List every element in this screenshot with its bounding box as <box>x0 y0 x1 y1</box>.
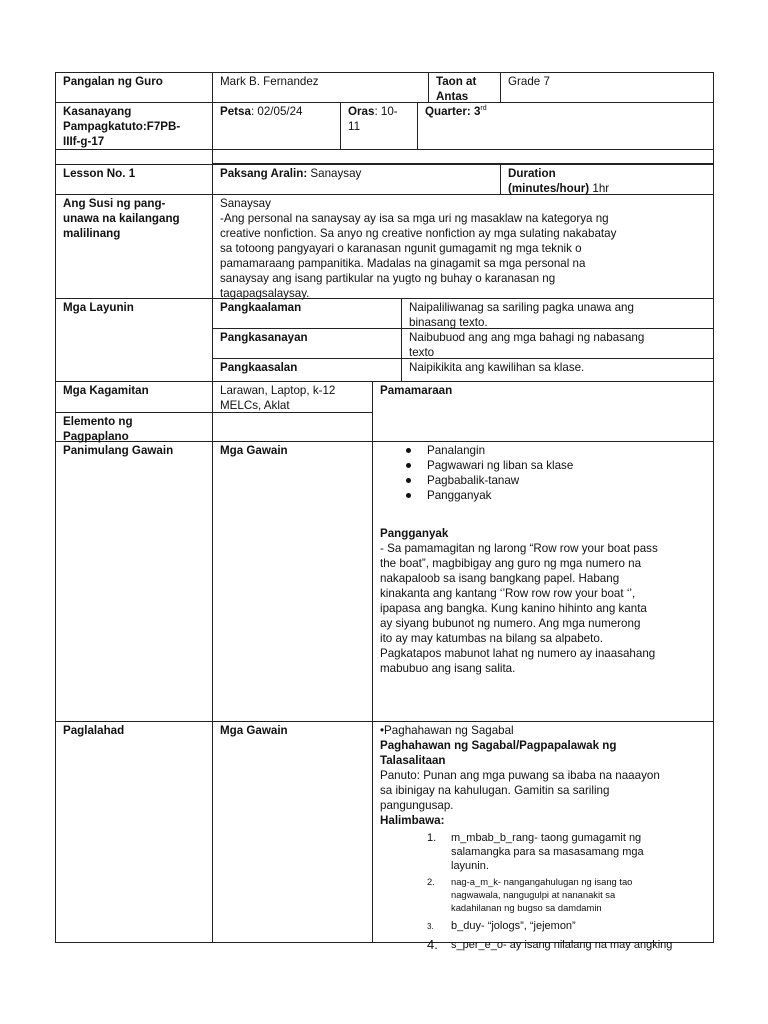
presentation-activities-header <box>213 722 372 942</box>
item-line: s_per_e_o- ay isang nilalang na may angking <box>451 939 673 951</box>
grade-level-text: Grade 7 <box>508 75 550 88</box>
instruction-line: pangungusap. <box>380 799 454 812</box>
paragraph-line: kinakanta ang kantang ‘’Row row row your boat ‘’, <box>380 587 636 600</box>
values-value <box>402 359 713 381</box>
knowledge-line: Naipaliliwanag sa sariling pagka unawa ang <box>409 301 634 314</box>
key-understanding-label <box>56 195 212 298</box>
procedure-header-text: Pamamaraan <box>380 384 453 397</box>
unlocking-heading: Paghahawan ng Sagabal/Pagpapalawak ng <box>380 739 617 752</box>
example-heading: Halimbawa <box>380 814 441 827</box>
planning-elements-label <box>56 413 212 441</box>
topic-label: Paksang Aralin: <box>220 167 308 180</box>
skills-label <box>213 329 401 358</box>
knowledge-label <box>213 299 401 328</box>
numbered-item <box>380 919 707 934</box>
item-line: layunin. <box>451 860 489 872</box>
paragraph-line: Sanaysay <box>220 197 271 210</box>
presentation-label <box>56 722 212 942</box>
skills-line: Naibubuod ang ang mga bahagi ng nabasang <box>409 331 645 344</box>
example-heading-colon: : <box>440 814 445 827</box>
quarter-cell <box>418 103 713 149</box>
values-label-text: Pangkaasalan <box>220 361 298 374</box>
activity-bullet-list <box>380 443 707 503</box>
bullet-text: Pagbabalik-tanaw <box>427 474 520 487</box>
opening-activity-label-text: Panimulang Gawain <box>63 444 174 457</box>
bullet-text: Pagwawari ng liban sa klase <box>427 459 574 472</box>
competency-label-line: Pampagkatuto:F7PB- <box>63 120 181 133</box>
materials-value <box>213 382 372 412</box>
bullet-dot-icon <box>406 448 411 453</box>
skills-value <box>402 329 713 358</box>
opening-activity-content <box>373 442 713 721</box>
numbered-item <box>380 875 707 914</box>
teacher-name-value <box>213 73 428 102</box>
topic-value: Sanaysay <box>307 167 362 180</box>
quarter-suffix: rd <box>480 105 487 113</box>
paragraph-line: ay siyang bubunot ng numero. Ang mga numerong <box>380 617 641 630</box>
knowledge-value <box>402 299 713 328</box>
objectives-label-text: Mga Layunin <box>63 301 134 314</box>
quarter-label: Quarter <box>425 105 467 118</box>
materials-line: MELCs, Aklat <box>220 399 290 412</box>
key-understanding-label-line: unawa na kailangang <box>63 212 180 225</box>
key-understanding-body <box>213 195 713 298</box>
teacher-name-text: Mark B. Fernandez <box>220 75 319 88</box>
topic-cell <box>213 165 500 194</box>
date-label: Petsa <box>220 105 251 118</box>
bullet-text: Pangganyak <box>427 489 492 502</box>
opening-activities-header <box>213 442 372 721</box>
motivation-heading: Pangganyak <box>380 527 449 540</box>
item-line: nagwawala, nangugulpi at nananakit sa <box>451 889 616 900</box>
time-value: : 10- <box>374 105 398 118</box>
numbered-item <box>380 937 707 953</box>
quarter-value: : 3 <box>466 105 481 118</box>
materials-label-text: Mga Kagamitan <box>63 384 149 397</box>
presentation-label-text: Paglalahad <box>63 724 125 737</box>
key-understanding-label-line: Ang Susi ng pang- <box>63 197 166 210</box>
key-understanding-label-line: malilinang <box>63 227 121 240</box>
time-value-cont: 11 <box>348 120 361 133</box>
numbered-item <box>380 831 707 873</box>
item-line: nag-a_m_k- nangangahulugan ng isang tao <box>451 876 633 887</box>
paragraph-line: - Sa pamamagitan ng larong “Row row your boat pass <box>380 542 658 555</box>
paragraph-line: nakapaloob sa isang bangkang papel. Habang <box>380 572 620 585</box>
grade-level-value <box>501 73 713 102</box>
unlocking-bullet: •Paghahawan ng Sagabal <box>380 724 514 737</box>
item-number: 2. <box>427 876 435 887</box>
presentation-content <box>373 722 713 952</box>
values-text: Naipikikita ang kawilihan sa klase. <box>409 361 585 374</box>
competency-label-line: IIIf-g-17 <box>63 135 105 148</box>
competency-label <box>56 103 212 149</box>
procedure-header <box>373 382 713 441</box>
paragraph-line: tagapagsalaysay. <box>220 287 310 300</box>
bullet-item <box>380 473 707 488</box>
paragraph-line: ipapasa ang bangka. Kung kanino hihinto ang kanta <box>380 602 647 615</box>
planning-elements-line: Pagpaplano <box>63 430 129 443</box>
knowledge-line: binasang texto. <box>409 316 488 329</box>
values-label <box>213 359 401 381</box>
grade-level-label-line: Taon at <box>436 75 477 88</box>
paragraph-line: mabubuo ang isang salita. <box>380 662 516 675</box>
duration-cell <box>501 165 713 194</box>
grid-line <box>713 72 714 943</box>
duration-value: 1hr <box>589 182 610 195</box>
grid-line <box>212 149 213 164</box>
paragraph-line: -Ang personal na sanaysay ay isa sa mga uri ng masaklaw na kategorya ng <box>220 212 609 225</box>
item-line: salamangka para sa masasamang mga <box>451 846 644 858</box>
paragraph-line: sanaysay ang isang partikular na yugto ng buhay o karanasan ng <box>220 272 556 285</box>
grid-line <box>55 149 714 150</box>
date-value: : 02/05/24 <box>250 105 303 118</box>
paragraph-line: ito ay may katumbas na bilang sa alpabeto. <box>380 632 603 645</box>
instruction-line: sa ibinigay na kahulugan. Gamitin sa sariling <box>380 784 610 797</box>
bullet-item <box>380 443 707 458</box>
item-number: 1. <box>427 832 437 844</box>
grade-level-label <box>429 73 500 102</box>
materials-label <box>56 382 212 412</box>
knowledge-label-text: Pangkaalaman <box>220 301 302 314</box>
planning-elements-line: Elemento ng <box>63 415 133 428</box>
item-line: m_mbab_b_rang- taong gumagamit ng <box>451 832 642 844</box>
bullet-dot-icon <box>406 463 411 468</box>
skills-line: texto <box>409 346 435 359</box>
instruction-line: Panuto: Punan ang mga puwang sa ibaba na naaayon <box>380 769 660 782</box>
opening-activities-header-text: Mga Gawain <box>220 444 288 457</box>
opening-activity-label <box>56 442 212 721</box>
item-number: 3. <box>427 922 434 931</box>
grade-level-label-line: Antas <box>436 90 469 103</box>
duration-label: Duration <box>508 167 556 180</box>
skills-label-text: Pangkasanayan <box>220 331 308 344</box>
teacher-name-label-text: Pangalan ng Guro <box>63 75 163 88</box>
paragraph-line: the boat”, magbibigay ang guro ng mga numero na <box>380 557 642 570</box>
duration-unit-label: (minutes/hour) <box>508 182 590 195</box>
paragraph-line: creative nonfiction. Sa anyo ng creative nonfiction ay mga sulating nakabatay <box>220 227 617 240</box>
bullet-item <box>380 458 707 473</box>
item-line: kadahilanan ng bugso sa damdamin <box>451 902 602 913</box>
lesson-number-cell <box>56 165 212 194</box>
paragraph-line: pamamaraang pampanitika. Madalas na ginagamit sa mga personal na <box>220 257 586 270</box>
unlocking-heading: Talasalitaan <box>380 754 446 767</box>
competency-label-line: Kasanayang <box>63 105 132 118</box>
time-cell <box>341 103 417 149</box>
objectives-label <box>56 299 212 381</box>
bullet-dot-icon <box>406 493 411 498</box>
materials-line: Larawan, Laptop, k-12 <box>220 384 336 397</box>
date-cell <box>213 103 340 149</box>
bullet-dot-icon <box>406 478 411 483</box>
lesson-number-text: Lesson No. 1 <box>63 167 136 180</box>
time-label: Oras <box>348 105 375 118</box>
paragraph-line: sa totoong pangyayari o karanasan ngunit gumagamit ng mga teknik o <box>220 242 582 255</box>
presentation-activities-header-text: Mga Gawain <box>220 724 288 737</box>
paragraph-line: Pagkatapos mabunot lahat ng numero ay inaasahang <box>380 647 656 660</box>
item-line: b_duy- “jologs”, “jejemon” <box>451 920 576 932</box>
item-number: 4. <box>427 937 438 952</box>
teacher-name-label <box>56 73 212 102</box>
bullet-item <box>380 488 707 503</box>
bullet-text: Panalangin <box>427 444 486 457</box>
